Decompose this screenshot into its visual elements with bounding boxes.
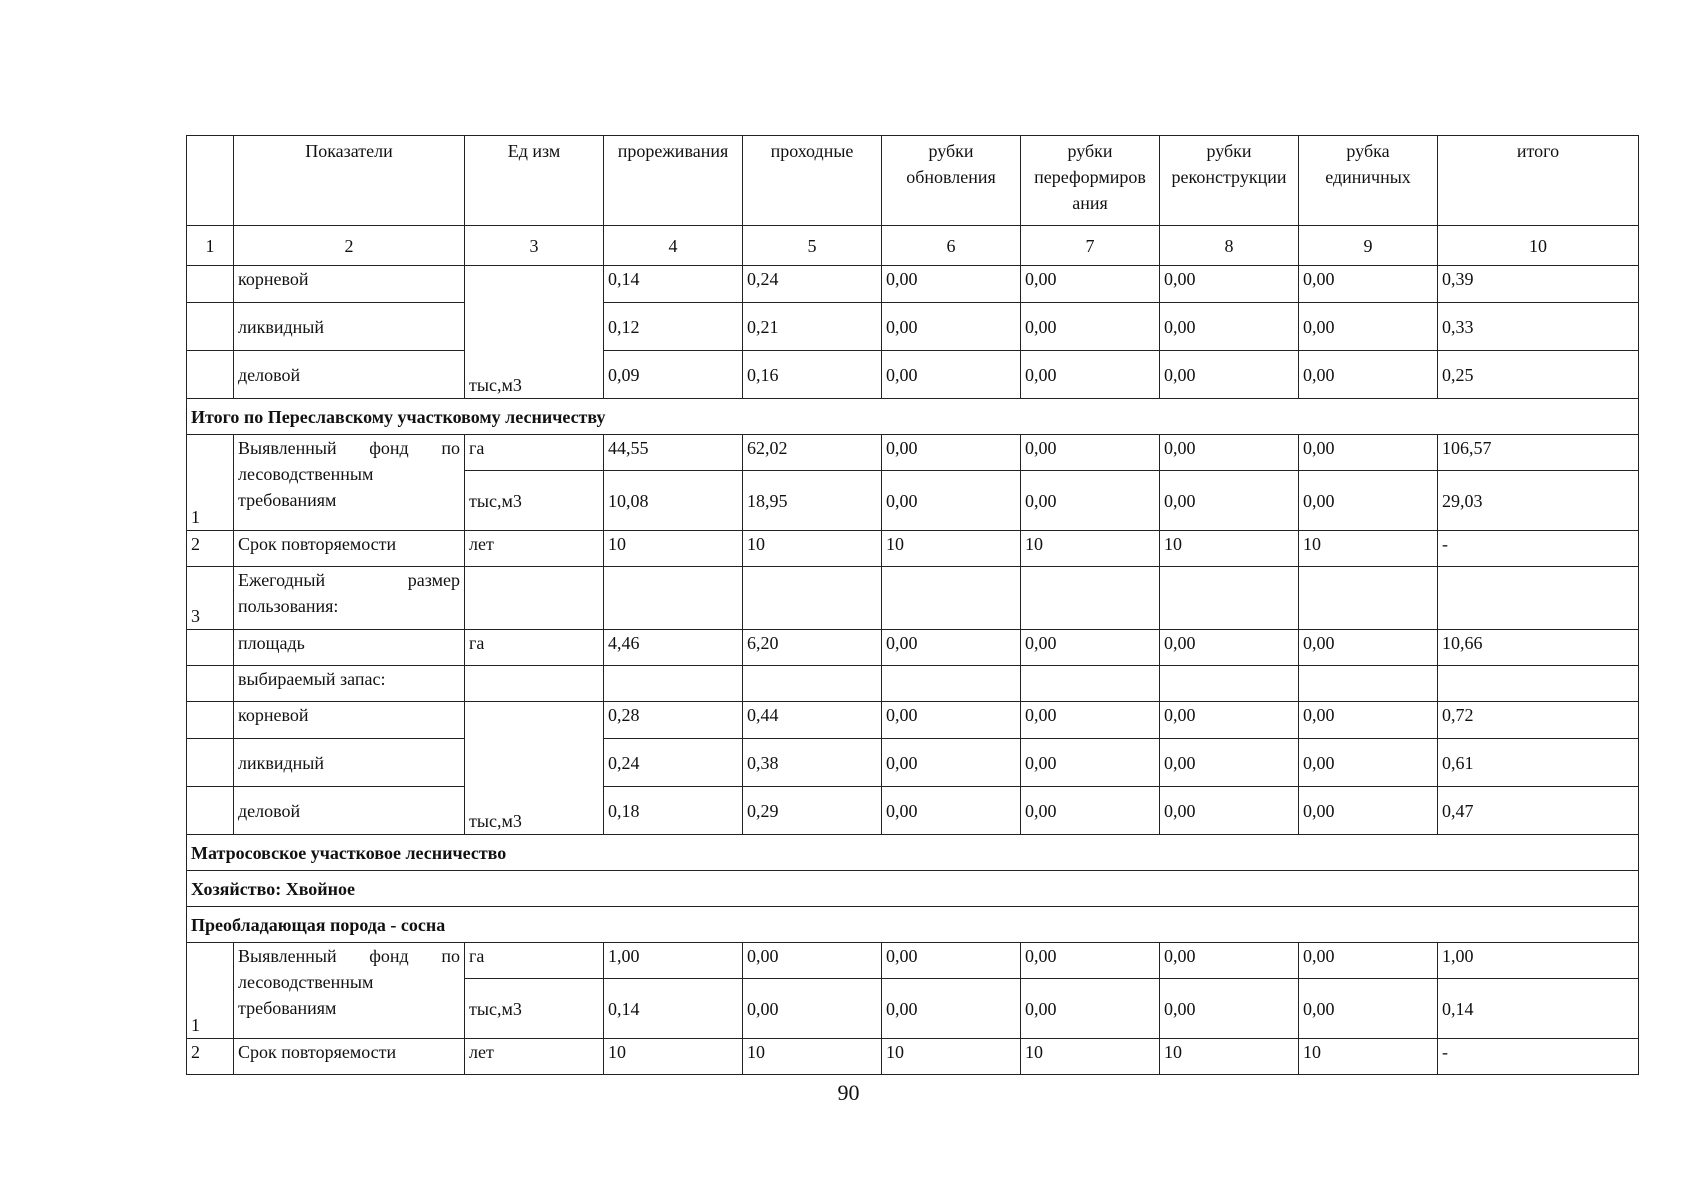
value-cell: 0,00	[882, 435, 1021, 471]
row-label: Выявленный фонд по лесоводственным требованиям	[234, 435, 465, 531]
total-cell: 106,57	[1438, 435, 1639, 471]
row-label: деловой	[234, 351, 465, 399]
section-row	[187, 907, 1639, 943]
section-row	[187, 871, 1639, 907]
table-row	[187, 666, 1639, 702]
section-title-species: Преобладающая порода - сосна	[187, 907, 1639, 943]
total-cell: 0,61	[1438, 739, 1639, 787]
table-row	[187, 303, 1639, 351]
header-cell-single: рубка единичных	[1299, 136, 1438, 226]
row-number: 1	[187, 435, 234, 531]
value-cell: 0,00	[882, 471, 1021, 531]
value-cell: 0,24	[743, 266, 882, 303]
total-cell: 0,72	[1438, 702, 1639, 739]
header-cell-total: итого	[1438, 136, 1639, 226]
row-label: ликвидный	[234, 739, 465, 787]
value-cell: 10	[743, 531, 882, 567]
value-cell: 0,00	[882, 787, 1021, 835]
row-number: 3	[187, 567, 234, 630]
row-label: корневой	[234, 266, 465, 303]
value-cell: 0,00	[1021, 943, 1160, 979]
table-row	[187, 351, 1639, 399]
value-cell: 44,55	[604, 435, 743, 471]
value-cell: 18,95	[743, 471, 882, 531]
value-cell: 0,00	[1021, 303, 1160, 351]
row-number: 2	[187, 1039, 234, 1075]
value-cell: 0,00	[1299, 471, 1438, 531]
value-cell: 0,00	[1160, 630, 1299, 666]
row-label: выбираемый запас:	[234, 666, 465, 702]
table-row	[187, 702, 1639, 739]
value-cell: 0,21	[743, 303, 882, 351]
value-cell: 0,00	[882, 266, 1021, 303]
row-number: 1	[187, 943, 234, 1039]
table-row	[187, 943, 1639, 979]
column-number: 7	[1021, 226, 1160, 266]
value-cell: 0,00	[1021, 266, 1160, 303]
header-cell-thinning: прореживания	[604, 136, 743, 226]
unit-cell: тыс,м3	[465, 979, 604, 1039]
value-cell: 0,00	[1160, 435, 1299, 471]
table-row	[187, 739, 1639, 787]
column-number: 1	[187, 226, 234, 266]
value-cell: 0,00	[1021, 435, 1160, 471]
value-cell: 0,00	[1160, 471, 1299, 531]
value-cell: 0,00	[1160, 351, 1299, 399]
row-number: 2	[187, 531, 234, 567]
table-row	[187, 567, 1639, 630]
value-cell: 0,00	[1160, 979, 1299, 1039]
unit-cell: га	[465, 630, 604, 666]
value-cell: 0,14	[604, 979, 743, 1039]
total-cell: -	[1438, 531, 1639, 567]
value-cell: 0,38	[743, 739, 882, 787]
value-cell: 10	[1160, 531, 1299, 567]
value-cell: 0,00	[743, 943, 882, 979]
value-cell: 0,00	[1299, 739, 1438, 787]
value-cell: 0,18	[604, 787, 743, 835]
value-cell: 1,00	[604, 943, 743, 979]
value-cell: 0,00	[1021, 351, 1160, 399]
row-label: деловой	[234, 787, 465, 835]
unit-cell: га	[465, 943, 604, 979]
value-cell: 10	[743, 1039, 882, 1075]
table-row	[187, 435, 1639, 471]
table-row	[187, 787, 1639, 835]
value-cell: 10	[882, 1039, 1021, 1075]
value-cell: 10	[1160, 1039, 1299, 1075]
value-cell: 4,46	[604, 630, 743, 666]
section-title-farm: Хозяйство: Хвойное	[187, 871, 1639, 907]
value-cell: 0,00	[1299, 435, 1438, 471]
column-number-row	[187, 226, 1639, 266]
value-cell: 0,00	[882, 979, 1021, 1039]
value-cell: 6,20	[743, 630, 882, 666]
value-cell: 0,00	[1021, 787, 1160, 835]
column-number: 10	[1438, 226, 1639, 266]
total-cell: 0,47	[1438, 787, 1639, 835]
section-row	[187, 835, 1639, 871]
value-cell: 0,00	[1021, 471, 1160, 531]
unit-cell: лет	[465, 531, 604, 567]
value-cell: 0,00	[1021, 739, 1160, 787]
header-row	[187, 136, 1639, 226]
value-cell: 0,00	[882, 351, 1021, 399]
value-cell: 10	[1299, 531, 1438, 567]
value-cell: 0,44	[743, 702, 882, 739]
value-cell: 0,14	[604, 266, 743, 303]
value-cell: 10	[882, 531, 1021, 567]
value-cell: 0,09	[604, 351, 743, 399]
value-cell: 0,00	[1160, 943, 1299, 979]
value-cell: 0,00	[1160, 787, 1299, 835]
total-cell: -	[1438, 1039, 1639, 1075]
value-cell: 10	[604, 1039, 743, 1075]
value-cell: 0,00	[1299, 979, 1438, 1039]
section-row	[187, 399, 1639, 435]
row-label: корневой	[234, 702, 465, 739]
table-row	[187, 630, 1639, 666]
column-number: 5	[743, 226, 882, 266]
column-number: 6	[882, 226, 1021, 266]
value-cell: 0,00	[1021, 630, 1160, 666]
column-number: 9	[1299, 226, 1438, 266]
value-cell: 10	[1021, 1039, 1160, 1075]
value-cell: 10	[1299, 1039, 1438, 1075]
header-cell-indicators: Показатели	[234, 136, 465, 226]
value-cell: 0,00	[882, 630, 1021, 666]
value-cell: 0,00	[743, 979, 882, 1039]
page-number: 90	[837, 1080, 860, 1105]
value-cell: 0,16	[743, 351, 882, 399]
header-cell-num	[187, 136, 234, 226]
section-title-matrosov: Матросовское участковое лесничество	[187, 835, 1639, 871]
value-cell: 0,00	[882, 739, 1021, 787]
value-cell: 0,00	[1160, 702, 1299, 739]
section-title-pereslavl: Итого по Переславскому участковому лесничеству	[187, 399, 1639, 435]
value-cell: 0,00	[1021, 979, 1160, 1039]
total-cell: 0,39	[1438, 266, 1639, 303]
value-cell: 10	[1021, 531, 1160, 567]
value-cell: 0,29	[743, 787, 882, 835]
value-cell: 10,08	[604, 471, 743, 531]
unit-cell: тыс,м3	[465, 471, 604, 531]
value-cell: 0,00	[1299, 787, 1438, 835]
header-cell-unit: Ед изм	[465, 136, 604, 226]
value-cell: 0,00	[1299, 266, 1438, 303]
value-cell: 0,00	[1160, 266, 1299, 303]
table-row	[187, 1039, 1639, 1075]
value-cell: 0,00	[1160, 303, 1299, 351]
row-label: Срок повторяемости	[234, 531, 465, 567]
unit-cell: га	[465, 435, 604, 471]
total-cell: 1,00	[1438, 943, 1639, 979]
column-number: 2	[234, 226, 465, 266]
value-cell: 0,00	[882, 303, 1021, 351]
header-cell-reformation: рубки переформиров ания	[1021, 136, 1160, 226]
unit-cell: тыс,м3	[465, 266, 604, 399]
column-number: 8	[1160, 226, 1299, 266]
value-cell: 0,00	[1299, 351, 1438, 399]
row-label: ликвидный	[234, 303, 465, 351]
column-number: 4	[604, 226, 743, 266]
value-cell: 0,00	[1021, 702, 1160, 739]
value-cell: 0,00	[1160, 739, 1299, 787]
value-cell: 0,12	[604, 303, 743, 351]
felling-table	[186, 135, 1639, 1075]
header-cell-passing: проходные	[743, 136, 882, 226]
value-cell: 0,00	[1299, 303, 1438, 351]
column-number: 3	[465, 226, 604, 266]
row-label: Срок повторяемости	[234, 1039, 465, 1075]
total-cell: 10,66	[1438, 630, 1639, 666]
header-cell-renewal: рубки обновления	[882, 136, 1021, 226]
value-cell: 0,24	[604, 739, 743, 787]
value-cell: 0,00	[882, 943, 1021, 979]
row-label: Ежегодный размер пользования:	[234, 567, 465, 630]
row-label: площадь	[234, 630, 465, 666]
total-cell: 0,25	[1438, 351, 1639, 399]
value-cell: 0,00	[1299, 702, 1438, 739]
value-cell: 0,28	[604, 702, 743, 739]
unit-cell: лет	[465, 1039, 604, 1075]
total-cell: 29,03	[1438, 471, 1639, 531]
value-cell: 0,00	[882, 702, 1021, 739]
total-cell: 0,14	[1438, 979, 1639, 1039]
row-label: Выявленный фонд по лесоводственным требованиям	[234, 943, 465, 1039]
value-cell: 0,00	[1299, 630, 1438, 666]
value-cell: 0,00	[1299, 943, 1438, 979]
header-cell-reconstruction: рубки реконструкции	[1160, 136, 1299, 226]
value-cell: 10	[604, 531, 743, 567]
table-row	[187, 531, 1639, 567]
unit-cell: тыс,м3	[465, 702, 604, 835]
value-cell: 62,02	[743, 435, 882, 471]
total-cell: 0,33	[1438, 303, 1639, 351]
table-row	[187, 266, 1639, 303]
